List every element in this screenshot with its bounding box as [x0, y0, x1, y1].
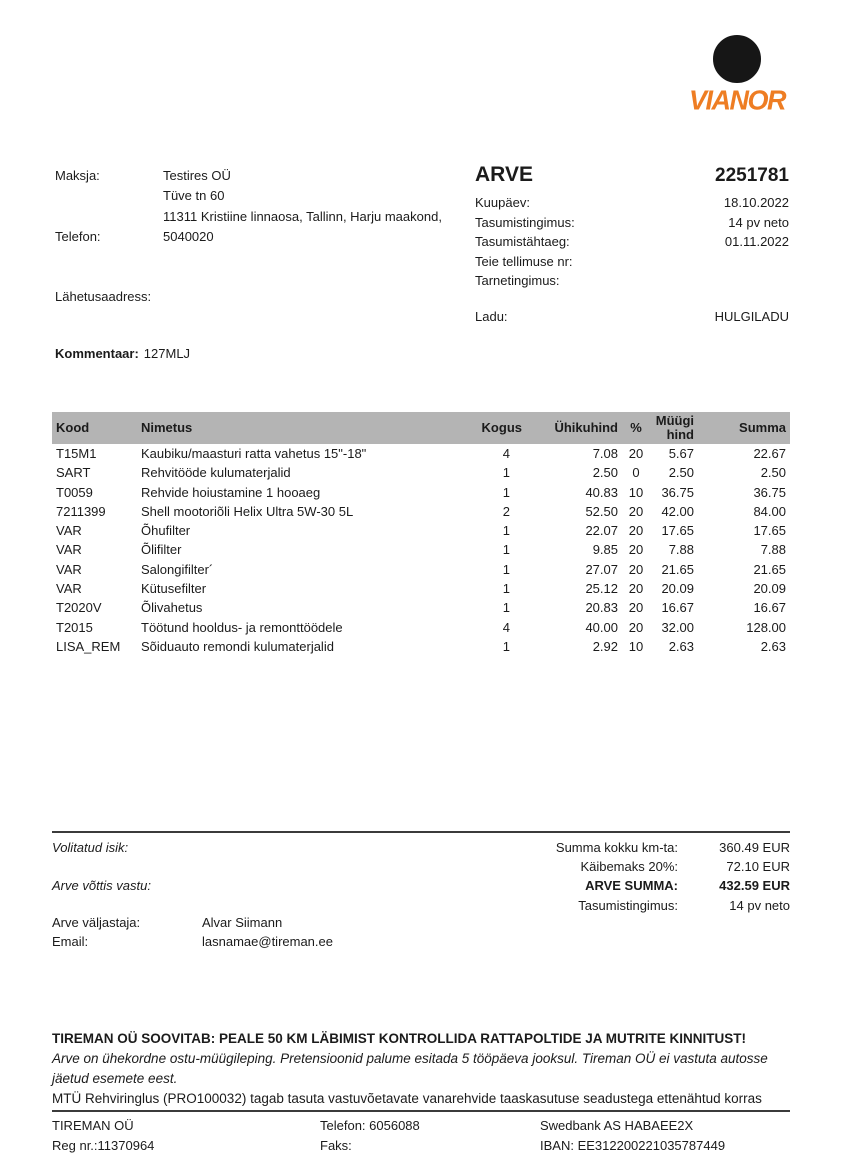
cell-summa: 7.88 — [760, 542, 786, 558]
payment-terms-value: 14 pv neto — [729, 897, 790, 913]
invoice-number: 2251781 — [715, 165, 789, 186]
table-row — [52, 560, 790, 579]
cell-yhikuhind: 40.00 — [585, 619, 618, 635]
field-label: Teie tellimuse nr: — [475, 253, 573, 269]
warehouse-value: HULGILADU — [714, 308, 789, 324]
table-row — [52, 463, 790, 482]
cell-kood: T2015 — [56, 619, 93, 635]
invoice-title: ARVE — [475, 163, 533, 186]
cell-myygihind: 17.65 — [661, 523, 694, 539]
summary-section — [52, 831, 790, 951]
cell-summa: 128.00 — [746, 619, 786, 635]
cell-kogus: 4 — [502, 619, 510, 635]
vat-value: 72.10 EUR — [726, 859, 790, 875]
cell-pct: 20 — [628, 523, 644, 539]
cell-kood: T0059 — [56, 484, 93, 500]
issuer-name: Alvar Siimann — [202, 915, 283, 930]
table-row — [52, 598, 790, 617]
invoice-received-label: Arve võttis vastu: — [52, 878, 151, 893]
cell-nimetus: Rehvide hoiustamine 1 hooaeg — [141, 484, 321, 500]
cell-nimetus: Kaubiku/maasturi ratta vahetus 15"-18" — [141, 446, 367, 461]
cell-kogus: 1 — [502, 523, 510, 539]
footer-phone: Telefon: 6056088 — [320, 1118, 420, 1133]
table-row — [52, 502, 790, 521]
cell-myygihind: 2.63 — [668, 638, 694, 654]
cell-kood: VAR — [56, 581, 82, 597]
cell-summa: 36.75 — [753, 484, 786, 500]
cell-kood: T15M1 — [56, 446, 97, 461]
header-kogus: Kogus — [460, 412, 526, 444]
invoice-field-row — [475, 271, 789, 291]
footer-company: TIREMAN OÜ — [52, 1118, 134, 1133]
cell-yhikuhind: 27.07 — [585, 561, 618, 577]
invoice-field-row — [475, 252, 789, 272]
cell-summa: 2.63 — [760, 638, 786, 654]
field-label: Tasumistähtaeg: — [475, 234, 570, 249]
cell-nimetus: Salongifilter´ — [141, 561, 214, 577]
cell-nimetus: Õlivahetus — [141, 600, 203, 616]
cell-kood: LISA_REM — [56, 638, 121, 654]
invoice-field-row — [475, 232, 789, 252]
cell-pct: 20 — [628, 581, 644, 597]
cell-yhikuhind: 22.07 — [585, 523, 618, 539]
payment-terms-label: Tasumistingimus: — [578, 897, 678, 913]
cell-summa: 22.67 — [753, 446, 786, 461]
cell-pct: 20 — [628, 542, 644, 558]
cell-yhikuhind: 2.92 — [592, 638, 618, 654]
cell-pct: 20 — [628, 600, 644, 616]
invoice-table-body — [52, 444, 790, 656]
subtotal-row — [470, 838, 790, 857]
vat-row — [470, 857, 790, 876]
field-label: Kuupäev: — [475, 195, 530, 210]
grand-total-value: 432.59 EUR — [719, 878, 790, 894]
table-row — [52, 444, 790, 463]
payer-name: Testires OÜ — [163, 168, 231, 183]
header-percent: % — [622, 412, 650, 444]
cell-myygihind: 32.00 — [661, 619, 694, 635]
cell-nimetus: Rehvitööde kulumaterjalid — [141, 465, 291, 481]
cell-kood: SART — [56, 465, 91, 481]
field-label: Tasumistingimus: — [475, 214, 575, 230]
header-yhikuhind: Ühikuhind — [526, 412, 622, 444]
table-header — [52, 412, 790, 444]
cell-kogus: 4 — [502, 446, 510, 461]
payer-address-row — [55, 207, 467, 227]
header-summa: Summa — [698, 412, 790, 444]
cell-pct: 20 — [628, 619, 644, 635]
cell-pct: 20 — [628, 561, 644, 577]
cell-nimetus: Sõiduauto remondi kulumaterjalid — [141, 638, 334, 654]
tire-donut-icon — [713, 35, 761, 83]
cell-kogus: 2 — [502, 503, 510, 519]
table-row — [52, 540, 790, 559]
cell-nimetus: Töötund hooldus- ja remonttöödele — [141, 619, 343, 635]
footer-section — [52, 1110, 790, 1156]
cell-summa: 2.50 — [760, 465, 786, 481]
field-value: 14 pv neto — [728, 214, 789, 230]
footer-iban: IBAN: EE312200221035787449 — [540, 1138, 726, 1153]
cell-summa: 16.67 — [753, 600, 786, 616]
notes-section — [52, 1029, 794, 1109]
grand-total-row — [470, 876, 790, 895]
cell-kogus: 1 — [502, 484, 510, 500]
header-kood: Kood — [52, 412, 137, 444]
subtotal-value: 360.49 EUR — [719, 840, 790, 855]
email-label: Email: — [52, 934, 89, 949]
cell-nimetus: Õhufilter — [141, 523, 191, 539]
payer-address2: 11311 Kristiine linnaosa, Tallinn, Harju maakond, — [163, 208, 442, 224]
cell-myygihind: 2.50 — [668, 465, 694, 481]
cell-nimetus: Kütusefilter — [141, 581, 207, 597]
footer-company-cell — [52, 1116, 320, 1156]
comment-value: 127MLJ — [143, 346, 191, 362]
cell-kood: T2020V — [56, 600, 102, 616]
cell-myygihind: 5.67 — [668, 446, 694, 461]
cell-summa: 21.65 — [753, 561, 786, 577]
cell-myygihind: 42.00 — [661, 503, 694, 519]
warehouse-label: Ladu: — [475, 308, 508, 324]
shipping-address-label: Lähetusaadress: — [55, 289, 152, 305]
subtotal-label: Summa kokku km-ta: — [555, 840, 678, 855]
invoice-title-row — [475, 163, 789, 187]
invoice-field-row — [475, 213, 789, 233]
email-value: lasnamae@tireman.ee — [202, 934, 333, 949]
cell-pct: 0 — [632, 465, 640, 481]
brand-wordmark: VIANOR — [688, 84, 785, 116]
table-row — [52, 637, 790, 656]
header-nimetus: Nimetus — [137, 412, 460, 444]
cell-pct: 20 — [628, 503, 644, 519]
cell-yhikuhind: 20.83 — [585, 600, 618, 616]
authorized-person-label: Volitatud isik: — [52, 840, 129, 855]
cell-summa: 20.09 — [753, 581, 786, 597]
payer-phone-row — [55, 227, 467, 247]
cell-summa: 84.00 — [753, 503, 786, 519]
signature-block — [52, 838, 452, 951]
warehouse-row — [475, 307, 789, 327]
cell-pct: 10 — [628, 484, 644, 500]
table-row — [52, 483, 790, 502]
cell-summa: 17.65 — [753, 523, 786, 539]
cell-nimetus: Õlifilter — [141, 542, 182, 558]
payer-name-row — [55, 166, 467, 186]
cell-yhikuhind: 2.50 — [592, 465, 618, 481]
cell-kood: VAR — [56, 542, 82, 558]
cell-kood: VAR — [56, 561, 82, 577]
table-row — [52, 579, 790, 598]
field-value: 18.10.2022 — [723, 195, 789, 210]
recycling-note: MTÜ Rehviringlus (PRO100032) tagab tasuta vastuvõetavate vanarehvide taaskasutuse seadustega ettenähtud korras — [52, 1091, 762, 1106]
cell-yhikuhind: 9.85 — [592, 542, 618, 558]
payer-address1: Tüve tn 60 — [163, 188, 225, 204]
cell-myygihind: 16.67 — [661, 600, 694, 616]
cell-myygihind: 7.88 — [668, 542, 694, 558]
phone-value: 5040020 — [163, 228, 214, 244]
line-items-section — [52, 412, 790, 656]
footer-bank-cell — [540, 1116, 790, 1156]
invoice-meta-block — [475, 163, 789, 326]
cell-kogus: 1 — [502, 581, 510, 597]
cell-myygihind: 21.65 — [661, 561, 694, 577]
cell-yhikuhind: 40.83 — [585, 484, 618, 500]
field-value: 01.11.2022 — [724, 234, 789, 249]
cell-kogus: 1 — [502, 542, 510, 558]
cell-kood: 7211399 — [56, 503, 106, 519]
totals-block — [470, 838, 790, 915]
grand-total-label: ARVE SUMMA: — [585, 878, 678, 894]
cell-kogus: 1 — [502, 638, 510, 654]
email-row — [52, 932, 452, 951]
vat-label: Käibemaks 20%: — [580, 859, 678, 875]
cell-kood: VAR — [56, 523, 82, 539]
footer-bank: Swedbank AS HABAEE2X — [540, 1118, 694, 1133]
cell-yhikuhind: 7.08 — [592, 446, 618, 461]
issuer-label: Arve väljastaja: — [52, 915, 141, 930]
line-items-table — [52, 412, 790, 656]
footer-fax: Faks: — [320, 1138, 352, 1153]
footer-grid — [52, 1116, 790, 1156]
payment-terms-row — [470, 896, 790, 915]
issuer-row — [52, 913, 452, 932]
table-row — [52, 521, 790, 540]
cell-kogus: 1 — [502, 561, 510, 577]
cell-yhikuhind: 52.50 — [585, 503, 618, 519]
comment-label: Kommentaar: — [55, 346, 139, 362]
footer-contact-cell — [320, 1116, 540, 1156]
cell-kogus: 1 — [502, 465, 510, 481]
cell-pct: 20 — [628, 446, 644, 461]
payer-address-row — [55, 186, 467, 206]
terms-note: Arve on ühekordne ostu-müügileping. Pretensioonid palume esitada 5 tööpäeva jooksul. Tireman OÜ ei vastuta autosse jäetud esemete eest. — [52, 1051, 768, 1086]
cell-myygihind: 20.09 — [661, 581, 694, 597]
table-header-row — [52, 412, 790, 444]
vianor-logo — [684, 35, 790, 116]
cell-pct: 10 — [628, 638, 644, 654]
payer-block — [55, 166, 467, 364]
invoice-field-row — [475, 193, 789, 213]
cell-kogus: 1 — [502, 600, 510, 616]
cell-yhikuhind: 25.12 — [585, 581, 618, 597]
phone-label: Telefon: — [55, 228, 101, 244]
header-myygihind: Müügi hind — [650, 412, 698, 444]
warning-note: TIREMAN OÜ SOOVITAB: PEALE 50 KM LÄBIMIST KONTROLLIDA RATTAPOLTIDE JA MUTRITE KINNITUST! — [52, 1031, 746, 1046]
cell-myygihind: 36.75 — [661, 484, 694, 500]
payer-label: Maksja: — [55, 168, 100, 183]
table-row — [52, 618, 790, 637]
footer-reg-number: Reg nr.:11370964 — [52, 1138, 155, 1153]
field-label: Tarnetingimus: — [475, 273, 560, 288]
cell-nimetus: Shell mootoriõli Helix Ultra 5W-30 5L — [141, 503, 354, 519]
comment-row — [55, 344, 467, 364]
